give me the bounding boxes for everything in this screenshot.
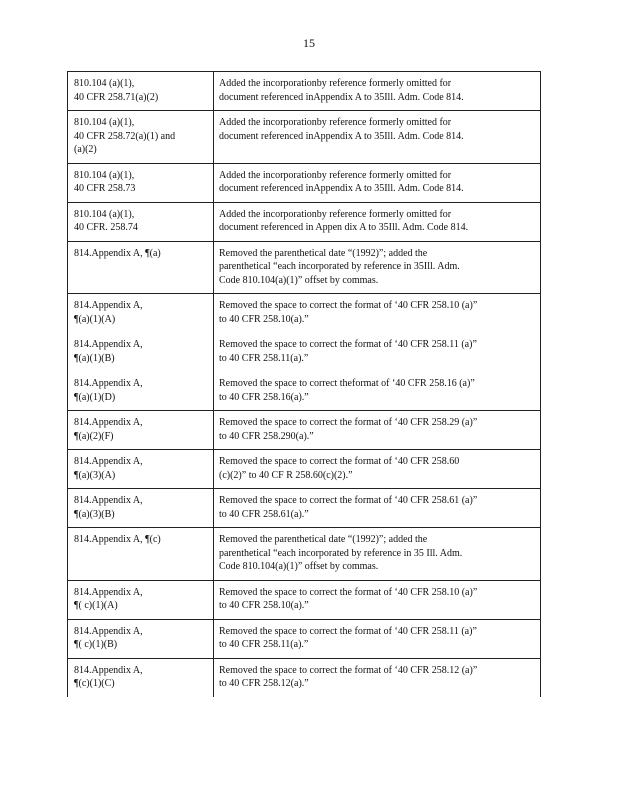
change-description-cell: Removed the space to correct the format of ‘40 CFR 258.12 (a)” to 40 CFR 258.12(a).” bbox=[214, 658, 541, 697]
table-row bbox=[68, 72, 541, 111]
table-row bbox=[68, 658, 541, 697]
page-number: 15 bbox=[303, 36, 315, 50]
amendments-table bbox=[67, 71, 541, 697]
section-cell: 814.Appendix A, ¶(c) bbox=[68, 528, 214, 581]
change-entry: Removed the space to correct the format of ‘40 CFR 258.11 (a)” to 40 CFR 258.11(a).” bbox=[219, 339, 477, 364]
change-description-cell: Removed the space to correct the format of ‘40 CFR 258.60 (c)(2)” to 40 CF R 258.60(c)(2).” bbox=[214, 450, 541, 489]
table-row bbox=[68, 202, 541, 241]
section-cell: 814.Appendix A, ¶(a)(3)(B) bbox=[68, 489, 214, 528]
change-description-cell: Removed the space to correct the format of ‘40 CFR 258.10 (a)” to 40 CFR 258.10(a).” bbox=[214, 580, 541, 619]
table-row bbox=[68, 450, 541, 489]
change-description-cell: Removed the space to correct the format of ‘40 CFR 258.11 (a)” to 40 CFR 258.11(a).” bbox=[214, 619, 541, 658]
section-cell: 810.104 (a)(1), 40 CFR 258.71(a)(2) bbox=[68, 72, 214, 111]
section-cell: 810.104 (a)(1), 40 CFR 258.73 bbox=[68, 163, 214, 202]
table-row bbox=[68, 619, 541, 658]
section-cell: 810.104 (a)(1), 40 CFR. 258.74 bbox=[68, 202, 214, 241]
change-entry: Removed the space to correct the format of ‘40 CFR 258.10 (a)” to 40 CFR 258.10(a).” bbox=[219, 300, 478, 325]
table-row bbox=[68, 241, 541, 294]
section-cell: 814.Appendix A, ¶( c)(1)(B) bbox=[68, 619, 214, 658]
section-cell bbox=[68, 294, 214, 411]
section-entry: 814.Appendix A, ¶(a)(1)(A) bbox=[74, 300, 143, 325]
section-cell: 814.Appendix A, ¶(a) bbox=[68, 241, 214, 294]
change-description-cell: Removed the space to correct the format of ‘40 CFR 258.61 (a)” to 40 CFR 258.61(a).” bbox=[214, 489, 541, 528]
section-cell: 814.Appendix A, ¶(a)(3)(A) bbox=[68, 450, 214, 489]
table-row bbox=[68, 111, 541, 164]
change-description-cell: Added the incorporationby reference formerly omitted for document referenced in Appen dix A to 35Ill. Adm. Code 814. bbox=[214, 202, 541, 241]
change-entry: Removed the space to correct theformat of ‘40 CFR 258.16 (a)” to 40 CFR 258.16(a).” bbox=[219, 378, 475, 403]
table-row bbox=[68, 489, 541, 528]
change-description-cell: Added the incorporationby reference formerly omitted for document referenced inAppendix A to 35Ill. Adm. Code 814. bbox=[214, 163, 541, 202]
change-description-cell: Removed the parenthetical date “(1992)”; added the parenthetical “each incorporated by reference in 35Ill. Adm. Code 810.104(a)(1)” offset by commas. bbox=[214, 241, 541, 294]
change-description-cell: Added the incorporationby reference formerly omitted for document referenced inAppendix A to 35Ill. Adm. Code 814. bbox=[214, 111, 541, 164]
change-description-cell: Removed the parenthetical date “(1992)”; added the parenthetical “each incorporated by reference in 35 Ill. Adm. Code 810.104(a)(1)” offset by commas. bbox=[214, 528, 541, 581]
table-row bbox=[68, 163, 541, 202]
table-row bbox=[68, 580, 541, 619]
change-description-cell bbox=[214, 294, 541, 411]
section-entry: 814.Appendix A, ¶(a)(1)(B) bbox=[74, 339, 143, 364]
table-row bbox=[68, 528, 541, 581]
section-entry: 814.Appendix A, ¶(a)(1)(D) bbox=[74, 378, 143, 403]
section-cell: 814.Appendix A, ¶( c)(1)(A) bbox=[68, 580, 214, 619]
table-row bbox=[68, 411, 541, 450]
section-cell: 814.Appendix A, ¶(a)(2)(F) bbox=[68, 411, 214, 450]
change-description-cell: Removed the space to correct the format of ‘40 CFR 258.29 (a)” to 40 CFR 258.290(a).” bbox=[214, 411, 541, 450]
change-description-cell: Added the incorporationby reference formerly omitted for document referenced inAppendix A to 35Ill. Adm. Code 814. bbox=[214, 72, 541, 111]
section-cell: 814.Appendix A, ¶(c)(1)(C) bbox=[68, 658, 214, 697]
table-row-group bbox=[68, 294, 541, 411]
section-cell: 810.104 (a)(1), 40 CFR 258.72(a)(1) and (a)(2) bbox=[68, 111, 214, 164]
